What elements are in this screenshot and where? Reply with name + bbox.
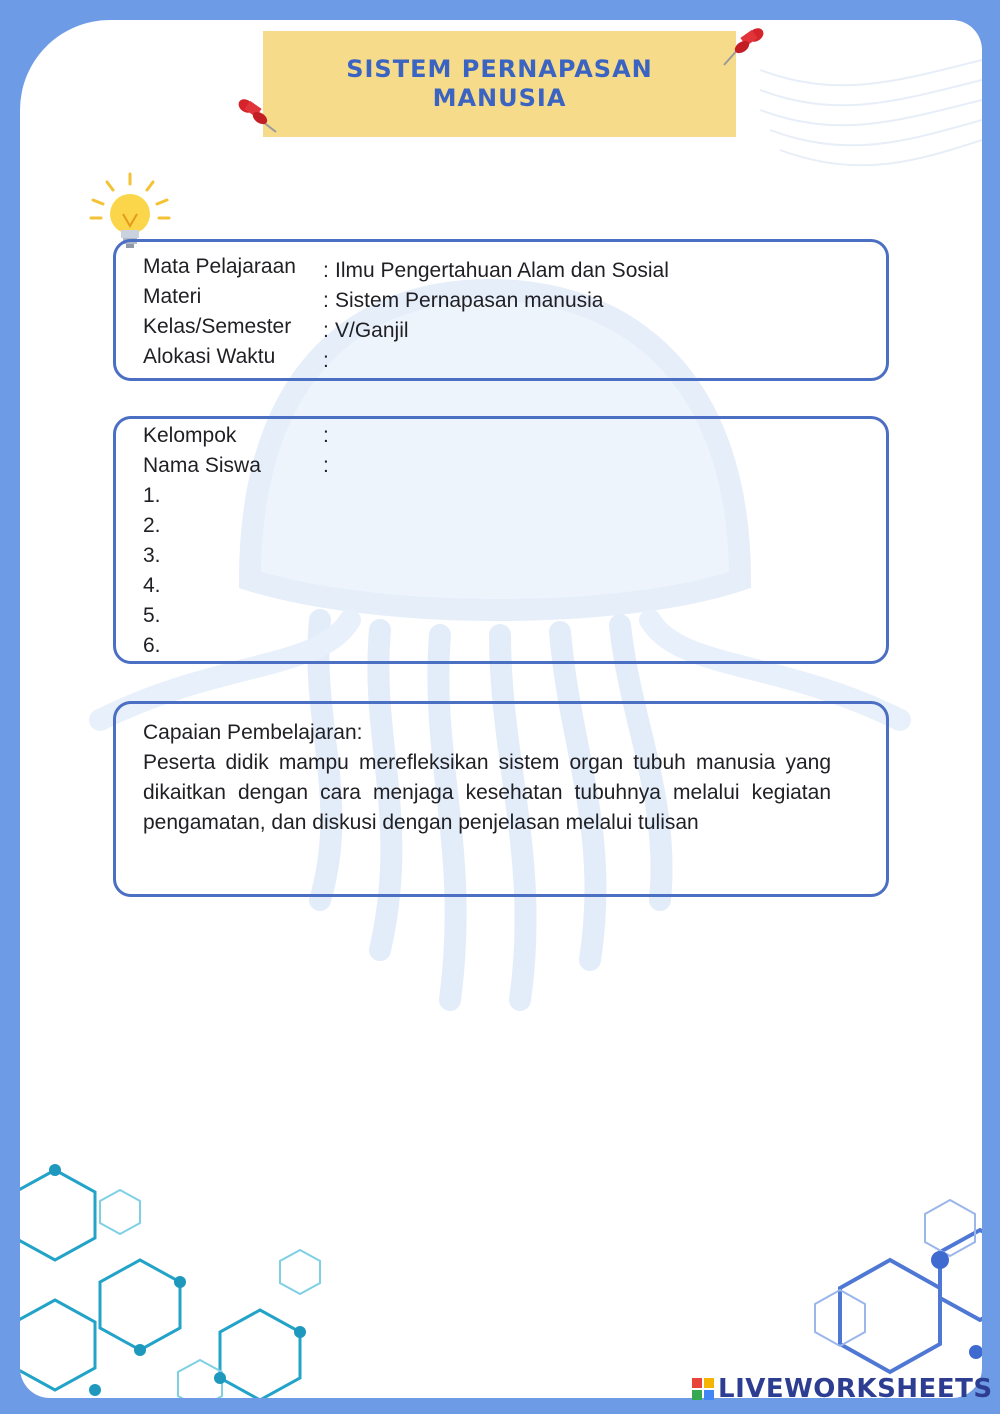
group-box (113, 416, 889, 664)
info-colon: : (323, 349, 329, 372)
info-colon: : (323, 289, 329, 312)
student-number: 5. (143, 604, 161, 627)
push-pin-icon (720, 25, 768, 69)
info-box (113, 239, 889, 381)
worksheet-page (20, 20, 982, 1398)
info-label: Alokasi Waktu (143, 345, 276, 368)
push-pin-icon (236, 96, 280, 136)
nama-siswa-colon: : (323, 454, 329, 477)
student-number: 3. (143, 544, 161, 567)
info-label: Materi (143, 285, 202, 308)
capaian-text: Peserta didik mampu merefleksikan sistem organ tubuh manusia yang dikaitkan dengan cara menjaga kesehatan tubuhnya melalui kegiatan pengamatan, dan diskusi dengan penjelasan melalui tulisan (143, 751, 831, 834)
info-label: Mata Pelajaraan (143, 255, 296, 278)
kelompok-label: Kelompok (143, 424, 237, 447)
title-line-1: SISTEM PERNAPASAN (346, 55, 653, 83)
info-value: Ilmu Pengertahuan Alam dan Sosial (335, 259, 669, 282)
nama-siswa-label: Nama Siswa (143, 454, 261, 477)
group-row (116, 451, 886, 481)
student-number: 2. (143, 514, 161, 537)
info-row (116, 282, 886, 312)
info-label: Kelas/Semester (143, 315, 292, 338)
capaian-title: Capaian Pembelajaran: (143, 721, 363, 744)
liveworksheets-logo-icon (692, 1378, 714, 1400)
info-colon: : (323, 259, 329, 282)
hexagon-pattern-left (20, 1150, 360, 1398)
student-number: 1. (143, 484, 161, 507)
capaian-box (113, 701, 889, 897)
kelompok-colon: : (323, 424, 329, 447)
title-card (263, 31, 736, 137)
group-row (116, 421, 886, 451)
hexagon-pattern-right (780, 1190, 982, 1398)
liveworksheets-logo-text: LIVEWORKSHEETS (718, 1374, 993, 1404)
student-number: 4. (143, 574, 161, 597)
liveworksheets-logo[interactable] (692, 1374, 993, 1404)
info-value: Sistem Pernapasan manusia (335, 289, 604, 312)
info-colon: : (323, 319, 329, 342)
info-row (116, 312, 886, 342)
info-value: V/Ganjil (335, 319, 409, 342)
title-line-2: MANUSIA (432, 84, 567, 112)
info-row (116, 342, 886, 372)
student-number: 6. (143, 634, 161, 657)
info-row (116, 252, 886, 282)
